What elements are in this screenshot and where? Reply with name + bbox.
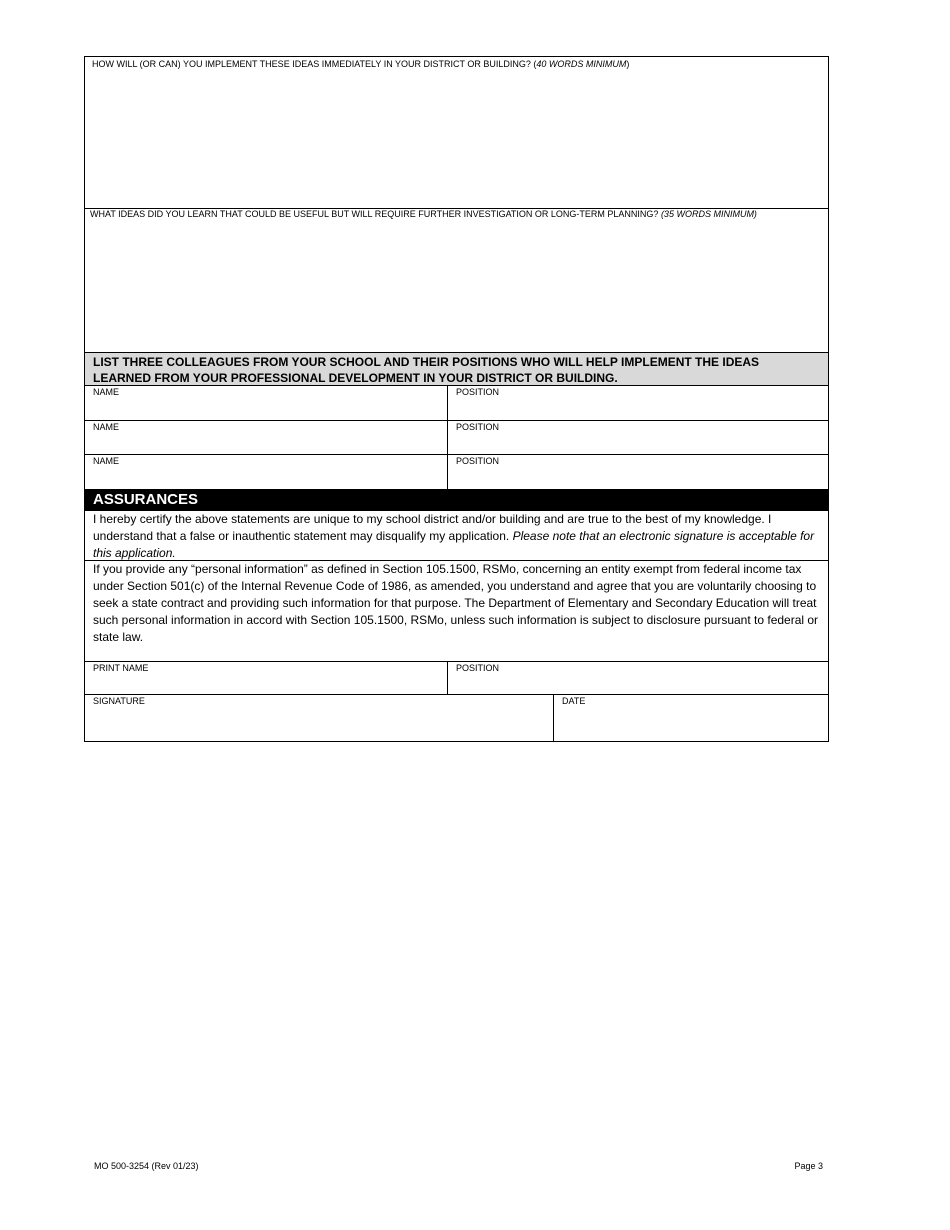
- signature-row: [85, 695, 828, 741]
- colleagues-header: LIST THREE COLLEAGUES FROM YOUR SCHOOL AND THEIR POSITIONS WHO WILL HELP IMPLEMENT THE IDEAS LEARNED FROM YOUR PROFESSIONAL DEVELOPMENT IN YOUR DISTRICT OR BUILDING.: [85, 353, 828, 386]
- certify-statement: I hereby certify the above statements are unique to my school district and/or building and are true to the best of my knowledge. I understand that a false or inauthentic statement may disqualify my application. Please note that an electronic signature is acceptable for this application.: [85, 511, 828, 561]
- name-label: NAME: [93, 456, 120, 466]
- assurances-header: ASSURANCES: [85, 489, 828, 511]
- colleague-position-field-2[interactable]: [448, 421, 828, 454]
- privacy-statement: If you provide any “personal information” as defined in Section 105.1500, RSMo, concerning an entity exempt from federal income tax under Section 501(c) of the Internal Revenue Code of 1986, as amended, you understand and agree that you are voluntarily choosing to seek a state contract and providing such information for that purpose. The Department of Elementary and Secondary Education will treat such personal information in accord with Section 105.1500, RSMo, unless such information is subject to disclosure pursuant to federal or state law.: [85, 561, 828, 662]
- print-name-row: [85, 662, 828, 695]
- date-field[interactable]: [554, 695, 828, 741]
- colleague-row: [85, 386, 828, 421]
- name-label: NAME: [93, 387, 120, 397]
- date-label: DATE: [562, 696, 586, 706]
- implement-ideas-field[interactable]: [85, 57, 828, 209]
- further-investigation-field[interactable]: [85, 209, 828, 353]
- position-label: POSITION: [456, 422, 500, 432]
- colleague-name-field-3[interactable]: [85, 455, 448, 489]
- position-label: POSITION: [456, 663, 500, 673]
- implement-ideas-label: HOW WILL (OR CAN) YOU IMPLEMENT THESE IDEAS IMMEDIATELY IN YOUR DISTRICT OR BUILDING? (40 WORDS MINIMUM): [92, 59, 630, 69]
- colleague-position-field-1[interactable]: [448, 386, 828, 420]
- application-form: [84, 56, 829, 742]
- print-name-label: PRINT NAME: [93, 663, 149, 673]
- position-label: POSITION: [456, 456, 500, 466]
- signature-field[interactable]: [85, 695, 554, 741]
- colleague-row: [85, 455, 828, 489]
- position-label: POSITION: [456, 387, 500, 397]
- further-investigation-label: WHAT IDEAS DID YOU LEARN THAT COULD BE USEFUL BUT WILL REQUIRE FURTHER INVESTIGATION OR LONG-TERM PLANNING? (35 WORDS MINIMUM): [90, 209, 757, 219]
- form-id: MO 500-3254 (Rev 01/23): [94, 1161, 199, 1171]
- colleague-name-field-2[interactable]: [85, 421, 448, 454]
- colleague-position-field-3[interactable]: [448, 455, 828, 489]
- colleague-row: [85, 421, 828, 455]
- colleague-name-field-1[interactable]: [85, 386, 448, 420]
- print-name-field[interactable]: [85, 662, 448, 694]
- page-number: Page 3: [794, 1161, 823, 1171]
- name-label: NAME: [93, 422, 120, 432]
- signature-label: SIGNATURE: [93, 696, 145, 706]
- print-position-field[interactable]: [448, 662, 828, 694]
